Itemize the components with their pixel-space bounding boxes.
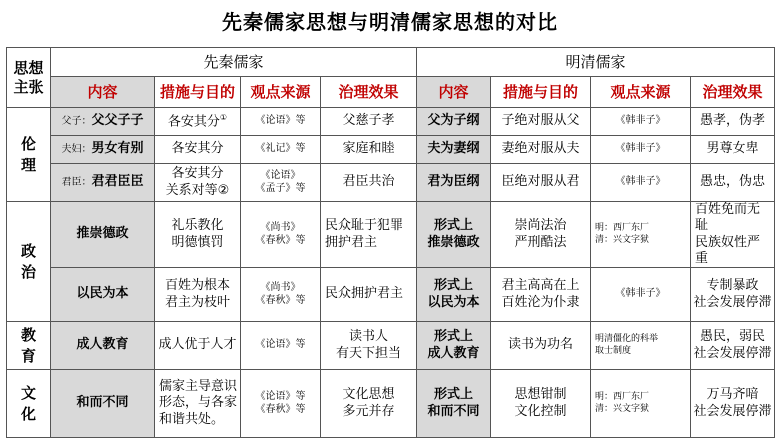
source-cell: 《论语》 《孟子》等 — [241, 164, 321, 202]
effect-cell: 父慈子孝 — [321, 108, 417, 136]
mq-source-cell: 明：西厂东厂 清：兴文字狱 — [591, 370, 691, 438]
source-cell: 《论语》等 — [241, 108, 321, 136]
table-row — [7, 202, 775, 268]
page-title: 先秦儒家思想与明清儒家思想的对比 — [222, 10, 558, 34]
measure-cell: 各安其分 关系对等② — [155, 164, 241, 202]
category-lunli: 伦 理 — [7, 108, 51, 202]
mq-effect-cell: 愚孝，伪孝 — [691, 108, 775, 136]
table-row — [7, 322, 775, 370]
mq-effect-cell: 专制暴政 社会发展停滞 — [691, 268, 775, 322]
source-cell: 《论语》等 — [241, 322, 321, 370]
effect-cell: 民众拥护君主 — [321, 268, 417, 322]
mq-measure-cell: 妻绝对服从夫 — [491, 136, 591, 164]
mq-source-cell: 《韩非子》 — [591, 164, 691, 202]
mq-content-cell: 夫为妻纲 — [417, 136, 491, 164]
measure-cell: 各安其分① — [155, 108, 241, 136]
col-header-mq-measure: 措施与目的 — [491, 77, 591, 108]
column-header-row — [7, 77, 775, 108]
table-row — [7, 370, 775, 438]
corner-line2: 主张 — [13, 77, 44, 96]
measure-cell: 各安其分 — [155, 136, 241, 164]
col-header-measure: 措施与目的 — [155, 77, 241, 108]
source-cell: 《尚书》 《春秋》等 — [241, 268, 321, 322]
mq-measure-cell: 子绝对服从父 — [491, 108, 591, 136]
effect-cell: 家庭和睦 — [321, 136, 417, 164]
table-row — [7, 136, 775, 164]
mq-content-cell: 君为臣纲 — [417, 164, 491, 202]
mq-measure-cell: 臣绝对服从君 — [491, 164, 591, 202]
mq-effect-cell: 男尊女卑 — [691, 136, 775, 164]
content-cell: 君臣：君君臣臣 — [51, 164, 155, 202]
source-cell: 《尚书》 《春秋》等 — [241, 202, 321, 268]
effect-cell: 君臣共治 — [321, 164, 417, 202]
effect-cell: 民众耻于犯罪 拥护君主 — [321, 202, 417, 268]
content-cell: 夫妇：男女有别 — [51, 136, 155, 164]
mq-effect-cell: 愚民，弱民 社会发展停滞 — [691, 322, 775, 370]
mq-measure-cell: 君主高高在上 百姓沦为仆隶 — [491, 268, 591, 322]
measure-cell: 礼乐教化 明德慎罚 — [155, 202, 241, 268]
group-ming-qing: 明清儒家 — [417, 48, 775, 77]
content-cell: 和而不同 — [51, 370, 155, 438]
mq-source-cell: 《韩非子》 — [591, 108, 691, 136]
corner-line1: 思想 — [13, 58, 44, 77]
mq-effect-cell: 愚忠，伪忠 — [691, 164, 775, 202]
col-header-effect: 治理效果 — [321, 77, 417, 108]
effect-cell: 读书人 有天下担当 — [321, 322, 417, 370]
col-header-mq-content: 内容 — [417, 77, 491, 108]
category-jiaoyu: 教 育 — [7, 322, 51, 370]
mq-measure-cell: 崇尚法治 严刑酷法 — [491, 202, 591, 268]
comparison-table — [6, 47, 775, 438]
group-pre-qin: 先秦儒家 — [51, 48, 417, 77]
mq-measure-cell: 读书为功名 — [491, 322, 591, 370]
mq-effect-cell: 万马齐喑 社会发展停滞 — [691, 370, 775, 438]
effect-cell: 文化思想 多元并存 — [321, 370, 417, 438]
source-cell: 《论语》等 《春秋》等 — [241, 370, 321, 438]
content-cell: 推崇德政 — [51, 202, 155, 268]
mq-source-cell: 《韩非子》 — [591, 268, 691, 322]
mq-source-cell: 明清僵化的科举 取士制度 — [591, 322, 691, 370]
mq-content-cell: 形式上 成人教育 — [417, 322, 491, 370]
category-wenhua: 文 化 — [7, 370, 51, 438]
mq-content-cell: 形式上 以民为本 — [417, 268, 491, 322]
col-header-mq-effect: 治理效果 — [691, 77, 775, 108]
source-cell: 《礼记》等 — [241, 136, 321, 164]
mq-source-cell: 《韩非子》 — [591, 136, 691, 164]
measure-cell: 百姓为根本 君主为枝叶 — [155, 268, 241, 322]
measure-cell: 成人优于人才 — [155, 322, 241, 370]
category-zhengzhi: 政 治 — [7, 202, 51, 322]
measure-cell: 儒家主导意识 形态，与各家 和谐共处。 — [155, 370, 241, 438]
col-header-source: 观点来源 — [241, 77, 321, 108]
mq-content-cell: 形式上 和而不同 — [417, 370, 491, 438]
mq-content-cell: 形式上 推崇德政 — [417, 202, 491, 268]
table-row — [7, 164, 775, 202]
content-cell: 以民为本 — [51, 268, 155, 322]
col-header-content: 内容 — [51, 77, 155, 108]
content-cell: 成人教育 — [51, 322, 155, 370]
group-header-row — [7, 48, 775, 77]
col-header-mq-source: 观点来源 — [591, 77, 691, 108]
corner-cell — [7, 48, 51, 108]
mq-source-cell: 明：西厂东厂 清：兴文字狱 — [591, 202, 691, 268]
table-row — [7, 108, 775, 136]
mq-measure-cell: 思想钳制 文化控制 — [491, 370, 591, 438]
mq-content-cell: 父为子纲 — [417, 108, 491, 136]
mq-effect-cell: 百姓免而无耻 民族奴性严重 — [691, 202, 775, 268]
content-cell: 父子：父父子子 — [51, 108, 155, 136]
table-row — [7, 268, 775, 322]
